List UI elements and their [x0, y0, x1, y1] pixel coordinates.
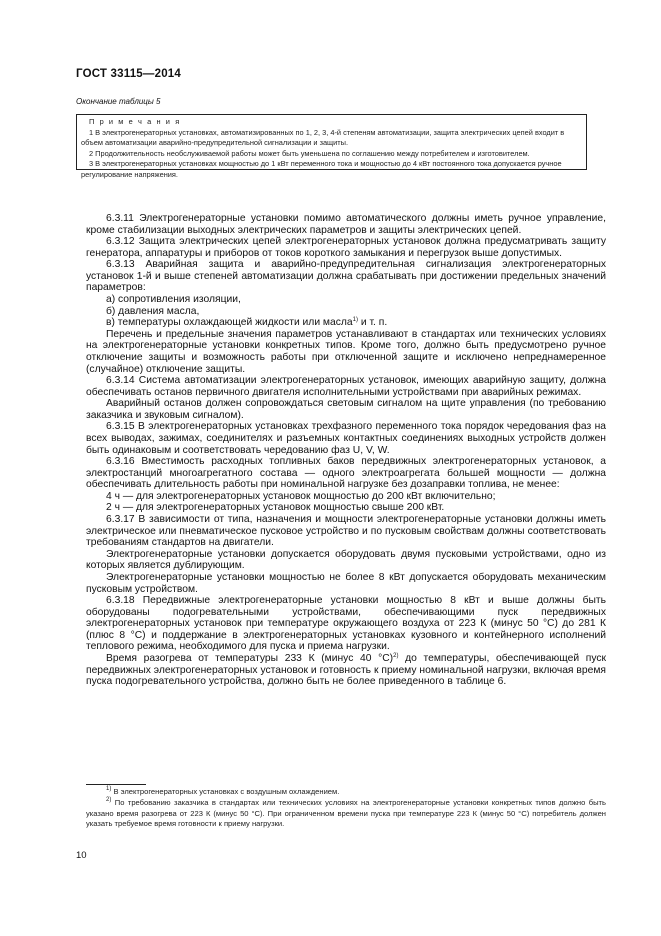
notes-title: П р и м е ч а н и я — [89, 117, 181, 126]
list-item-a: а) сопротивления изоляции, — [106, 294, 241, 306]
paragraph-6-3-13: 6.3.13 Аварийная защита и аварийно-предупредительная сигнализация электрогенераторных установок 1-й и выше степеней автоматизации должна срабатывать при достижении предельных значений параметров: — [86, 259, 606, 294]
paragraph-6-3-18: 6.3.18 Передвижные электрогенераторные установки мощностью 8 кВт и выше должны быть оборудованы подогревательными устройствами, обеспечивающими пуск передвижных электрогенераторных установок при температуре окружающего воздуха от 223 К (минус 50 °С) до 281 К (плюс 8 °С) и поддержание в электрогенераторных установках кузовного и контейнерного исполнений теплового режима, необходимого для пуска и приема нагрузки. — [86, 595, 606, 653]
paragraph-4h: 4 ч — для электрогенераторных установок мощностью до 200 кВт включительно; — [106, 490, 496, 502]
paragraph-dual-starters: Электрогенераторные установки допускается оборудовать двумя пусковыми устройствами, одно из которых является дублирующим. — [86, 548, 606, 572]
notes-box — [76, 114, 587, 179]
paragraph-6-3-17: 6.3.17 В зависимости от типа, назначения и мощности электрогенераторные установки должны иметь электрическое или пневматическое пусковое устройство и по пусковым свойствам должны соответствовать требованиям стандартов на двигатели. — [86, 514, 606, 549]
paragraph-6-3-14: 6.3.14 Система автоматизации электрогенераторных установок, имеющих аварийную защиту, должна обеспечивать останов первичного двигателя исполнительными устройствами при аварийных режимах. — [86, 375, 606, 398]
paragraph-6-3-12: 6.3.12 Защита электрических цепей электрогенераторных установок должна предусматривать защиту генератора, аппаратуры и приборов от токов короткого замыкания и перегрузок выше допустимых. — [86, 236, 606, 259]
list-item-c — [86, 317, 606, 329]
list-item-b: б) давления масла, — [106, 305, 200, 317]
note-item-2: 2 Продолжительность необслуживаемой работы может быть уменьшена по соглашению между потребителем и изготовителем. — [89, 148, 530, 158]
footnote-ref-1: 1) — [352, 317, 358, 324]
paragraph-2h: 2 ч — для электрогенераторных установок мощностью свыше 200 кВт. — [106, 502, 445, 514]
footnote-separator — [86, 784, 146, 785]
paragraph-emergency-stop: Аварийный останов должен сопровождаться световым сигналом на щите управления (по требованию заказчика и звуковым сигналом). — [86, 398, 606, 421]
footnote-1-text: В электрогенераторных установках с воздушным охлаждением. — [111, 787, 340, 796]
footnote-2-mark: 2) — [106, 796, 112, 803]
footnote-ref-2: 2) — [393, 652, 399, 659]
footnote-2-text: По требованию заказчика в стандартах или технических условиях на электрогенераторные установки конкретных типов должно быть указано время разогрева от 223 К (минус 50 °С). При ограниченном времени пуска при температуре 223 К (минус 50 °С) потребитель должен указать требуемое время готовности к приему нагрузки. — [86, 797, 606, 829]
paragraph-warmup-time — [86, 653, 606, 688]
footnote-1 — [86, 787, 606, 798]
main-text — [86, 213, 606, 688]
paragraph-6-3-15: 6.3.15 В электрогенераторных установках трехфазного переменного тока порядок чередования фаз на всех выводах, зажимах, соединителях и разъемных контактных соединениях выходных устройств должен быть одинаковым и соответствовать чередованию фаз U, V, W. — [86, 421, 606, 456]
paragraph-parameters-list: Перечень и предельные значения параметров устанавливают в стандартах или технических условиях на электрогенераторные установки конкретных типов. Кроме того, должно быть предусмотрено ручное отключение защиты и возможность работы при отключенной защите и исключено непреднамеренное (случайное) отключение защиты. — [86, 328, 606, 375]
note-item-1: 1 В электрогенераторных установках, автоматизированных по 1, 2, 3, 4-й степеням автоматизации, защита электрических цепей входит в объем автоматизации аварийно-предупредительной сигнализации и защиты. — [81, 127, 565, 148]
footnote-1-mark: 1) — [106, 786, 112, 792]
list-item-c-tail: и т. п. — [357, 317, 388, 329]
paragraph-6-3-11: 6.3.11 Электрогенераторные установки помимо автоматического должны иметь ручное управление, кроме стабилизации выходных электрических параметров и защиты электрических цепей. — [86, 213, 606, 236]
table-continuation-label: Окончание таблицы 5 — [76, 97, 161, 106]
paragraph-mechanical-starter: Электрогенераторные установки мощностью не более 8 кВт допускается оборудовать механическим пусковым устройством. — [86, 571, 606, 595]
page-number: 10 — [76, 850, 87, 861]
note-item-3: 3 В электрогенераторных установках мощностью до 1 кВт переменного тока и мощностью до 4 кВт постоянного тока допускается ручное регулирование напряжения. — [81, 159, 562, 179]
list-item-c-text: в) температуры охлаждающей жидкости или масла — [106, 317, 353, 329]
warmup-text-tail: до температуры, обеспечивающей пуск передвижных электрогенераторных установок и готовность к приему номинальной нагрузки, включая время пуска подогревательного устройства, должно быть не более приведенного в таблице 6. — [86, 652, 606, 688]
standard-header: ГОСТ 33115—2014 — [76, 68, 181, 80]
footnotes — [86, 787, 606, 830]
warmup-text-head: Время разогрева от температуры 233 К (минус 40 °С) — [106, 652, 394, 664]
paragraph-6-3-16: 6.3.16 Вместимость расходных топливных баков передвижных электрогенераторных установок, а электростанций многоагрегатного состава — одного электроагрегата большей мощности — должна обеспечивать длительность работы при номинальной нагрузке без дозаправки топлива, не менее: — [86, 456, 606, 491]
footnote-2 — [86, 798, 606, 830]
